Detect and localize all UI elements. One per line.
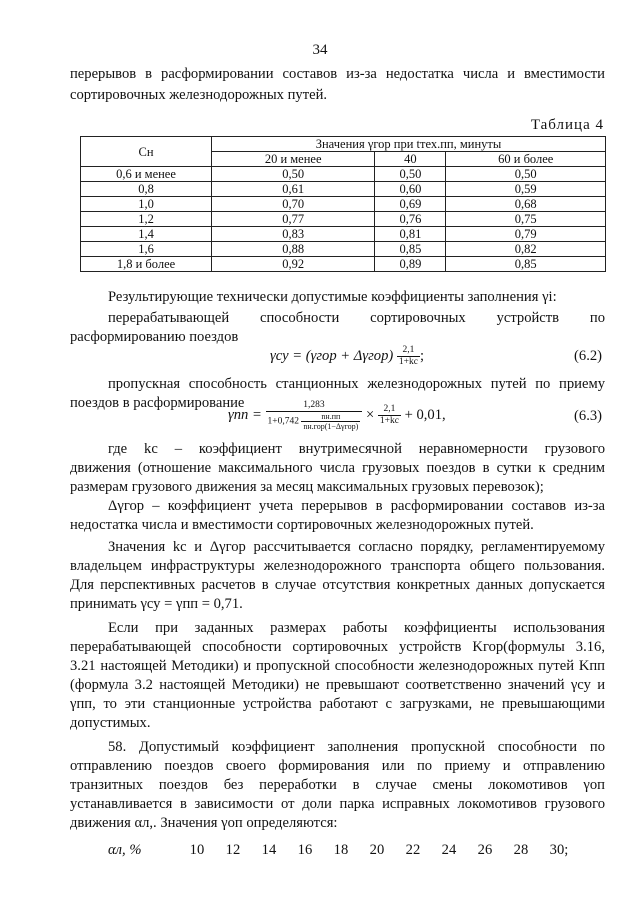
- alpha-value: 16: [297, 842, 313, 858]
- alpha-value: 10: [189, 842, 205, 858]
- paragraph-58-e: движения αл,. Значения γоп определяются:: [70, 815, 338, 831]
- paragraph-if-d: (формула 3.2 настоящей Методики) не превышают соответственно значений γсу и: [70, 677, 605, 693]
- intro-line-2: сортировочных железнодорожных путей.: [70, 87, 328, 103]
- cell-value: 0,79: [446, 227, 606, 242]
- intro-line-1: перерывов в расформировании составов из-за недостатка числа и вместимости: [70, 66, 605, 82]
- cell-value: 0,75: [446, 212, 606, 227]
- cell-value: 0,59: [446, 182, 606, 197]
- paragraph-if-e: γпп, то эти станционные устройства работают с загрузками, не превышающими: [70, 696, 605, 712]
- table-row: [81, 182, 606, 197]
- alpha-value: 20: [369, 842, 385, 858]
- col-group-header: Значения γгор при tтех.пп, минуты: [212, 137, 606, 152]
- alpha-value: 30;: [549, 842, 569, 858]
- paragraph-sorting-b: расформированию поездов: [70, 329, 239, 345]
- col-header-cn: Cн: [81, 137, 212, 167]
- paragraph-if-c: 3.21 настоящей Методики) и пропускной способности железнодорожных путей Kпп: [70, 658, 605, 674]
- cell-value: 0,61: [212, 182, 375, 197]
- alpha-value: 28: [513, 842, 529, 858]
- table-row: [81, 227, 606, 242]
- table-row: [81, 257, 606, 272]
- alpha-value: 26: [477, 842, 493, 858]
- table-row: [81, 167, 606, 182]
- sub-header: 40: [375, 152, 446, 167]
- paragraph-58-a: 58. Допустимый коэффициент заполнения пропускной способности по: [108, 739, 605, 755]
- fraction-denominator: [266, 412, 363, 431]
- cell-value: 0,88: [212, 242, 375, 257]
- sub-header: 20 и менее: [212, 152, 375, 167]
- denominator-prefix: 1+0,742: [267, 416, 299, 427]
- cell-value: 0,81: [375, 227, 446, 242]
- paragraph-kc-a: где kc – коэффициент внутримесячной неравномерности грузового: [108, 441, 605, 457]
- paragraph-kc-b: движения (отношение максимального числа грузовых поездов в сутки к средним: [70, 460, 605, 476]
- paragraph-values-a: Значения kc и Δγгор рассчитывается согласно порядку, регламентируемому: [108, 539, 605, 555]
- cell-value: 0,69: [375, 197, 446, 212]
- formula-6-3: [228, 400, 446, 431]
- alpha-values-row: [108, 842, 586, 859]
- cell-value: 0,70: [212, 197, 375, 212]
- cell-value: 0,85: [375, 242, 446, 257]
- paragraph-kc-c: размерам грузового движения за месяц максимальных грузовых перевозок);: [70, 479, 544, 495]
- formula-number-6-2: (6.2): [574, 348, 602, 364]
- paragraph-capacity-a: пропускная способность станционных железнодорожных путей по приему: [108, 376, 605, 392]
- cell-value: 0,83: [212, 227, 375, 242]
- cell-cn: 1,8 и более: [81, 257, 212, 272]
- fraction-denominator: 1+kc: [379, 416, 399, 426]
- table-row: [81, 212, 606, 227]
- table-caption: Таблица 4: [530, 117, 604, 133]
- fraction-numerator: 2,1: [397, 345, 420, 357]
- paragraph-values-c: Для перспективных расчетов в случае отсутствия конкретных данных допускается: [70, 577, 605, 593]
- paragraph-58-c: транзитных поездов без переработки в случае смены локомотивов γоп: [70, 777, 605, 793]
- alpha-value: 14: [261, 842, 277, 858]
- formula-lhs: γпп =: [228, 406, 262, 423]
- cell-cn: 0,6 и менее: [81, 167, 212, 182]
- page-number: 34: [312, 42, 328, 58]
- alpha-value: 12: [225, 842, 241, 858]
- paragraph-58-b: отправлению поездов своего формирования или по приему и отправлению: [70, 758, 605, 774]
- formula-fraction: [397, 345, 420, 368]
- cell-value: 0,50: [375, 167, 446, 182]
- cell-value: 0,60: [375, 182, 446, 197]
- paragraph-if-f: допустимых.: [70, 715, 151, 731]
- cell-value: 0,77: [212, 212, 375, 227]
- paragraph-values-b: владельцем инфраструктуры железнодорожного транспорта общего пользования.: [70, 558, 605, 574]
- paragraph-delta-a: Δγгор – коэффициент учета перерывов в расформировании составов из-за: [108, 498, 605, 514]
- fraction-denominator: 1+kc: [398, 357, 418, 367]
- cell-value: 0,89: [375, 257, 446, 272]
- paragraph-58-d: устанавливается в зависимости от доли парка исправных локомотивов грузового: [70, 796, 605, 812]
- inner-numerator: nн.пп: [301, 412, 360, 422]
- paragraph-sorting-a: перерабатывающей способности сортировочных устройств по: [108, 310, 605, 326]
- formula-lhs: γсу = (γгор + Δγгор): [270, 347, 394, 364]
- paragraph-if-a: Если при заданных размерах работы коэффициенты использования: [108, 620, 605, 636]
- cell-value: 0,82: [446, 242, 606, 257]
- cell-value: 0,76: [375, 212, 446, 227]
- formula-6-2: [270, 345, 424, 368]
- alpha-value: 24: [441, 842, 457, 858]
- paragraph-values-d: принимать γсу = γпп = 0,71.: [70, 596, 243, 612]
- cell-cn: 0,8: [81, 182, 212, 197]
- times-sign: ×: [365, 406, 375, 423]
- alpha-values: [190, 842, 586, 859]
- cell-value: 0,85: [446, 257, 606, 272]
- paragraph-capacity-b: поездов в расформирование: [70, 395, 245, 411]
- formula-number-6-3: (6.3): [574, 408, 602, 424]
- cell-value: 0,50: [446, 167, 606, 182]
- fraction-numerator: 1,283: [266, 400, 363, 412]
- cell-value: 0,92: [212, 257, 375, 272]
- formula-second-fraction: [378, 404, 401, 427]
- alpha-value: 22: [405, 842, 421, 858]
- formula-tail: ;: [420, 347, 425, 364]
- inner-denominator: nн.гор(1−Δγгор): [303, 422, 359, 431]
- table-row: [81, 242, 606, 257]
- cell-cn: 1,4: [81, 227, 212, 242]
- table-header-row: [81, 137, 606, 152]
- paragraph-resulting: Результирующие технически допустимые коэффициенты заполнения γi:: [108, 289, 557, 305]
- cell-value: 0,50: [212, 167, 375, 182]
- alpha-value: 18: [333, 842, 349, 858]
- formula-main-fraction: [266, 400, 363, 431]
- sub-header: 60 и более: [446, 152, 606, 167]
- cell-cn: 1,0: [81, 197, 212, 212]
- table-row: [81, 197, 606, 212]
- formula-tail: + 0,01,: [404, 406, 446, 423]
- cell-cn: 1,6: [81, 242, 212, 257]
- cell-value: 0,68: [446, 197, 606, 212]
- inner-fraction: [301, 412, 360, 431]
- coefficient-table: [80, 136, 606, 272]
- paragraph-delta-b: недостатка числа и вместимости сортировочных железнодорожных путей.: [70, 517, 534, 533]
- fraction-numerator: 2,1: [378, 404, 401, 416]
- alpha-label: αл, %: [108, 842, 142, 858]
- paragraph-if-b: перерабатывающей способности сортировочных устройств Kгор(формулы 3.16,: [70, 639, 605, 655]
- cell-cn: 1,2: [81, 212, 212, 227]
